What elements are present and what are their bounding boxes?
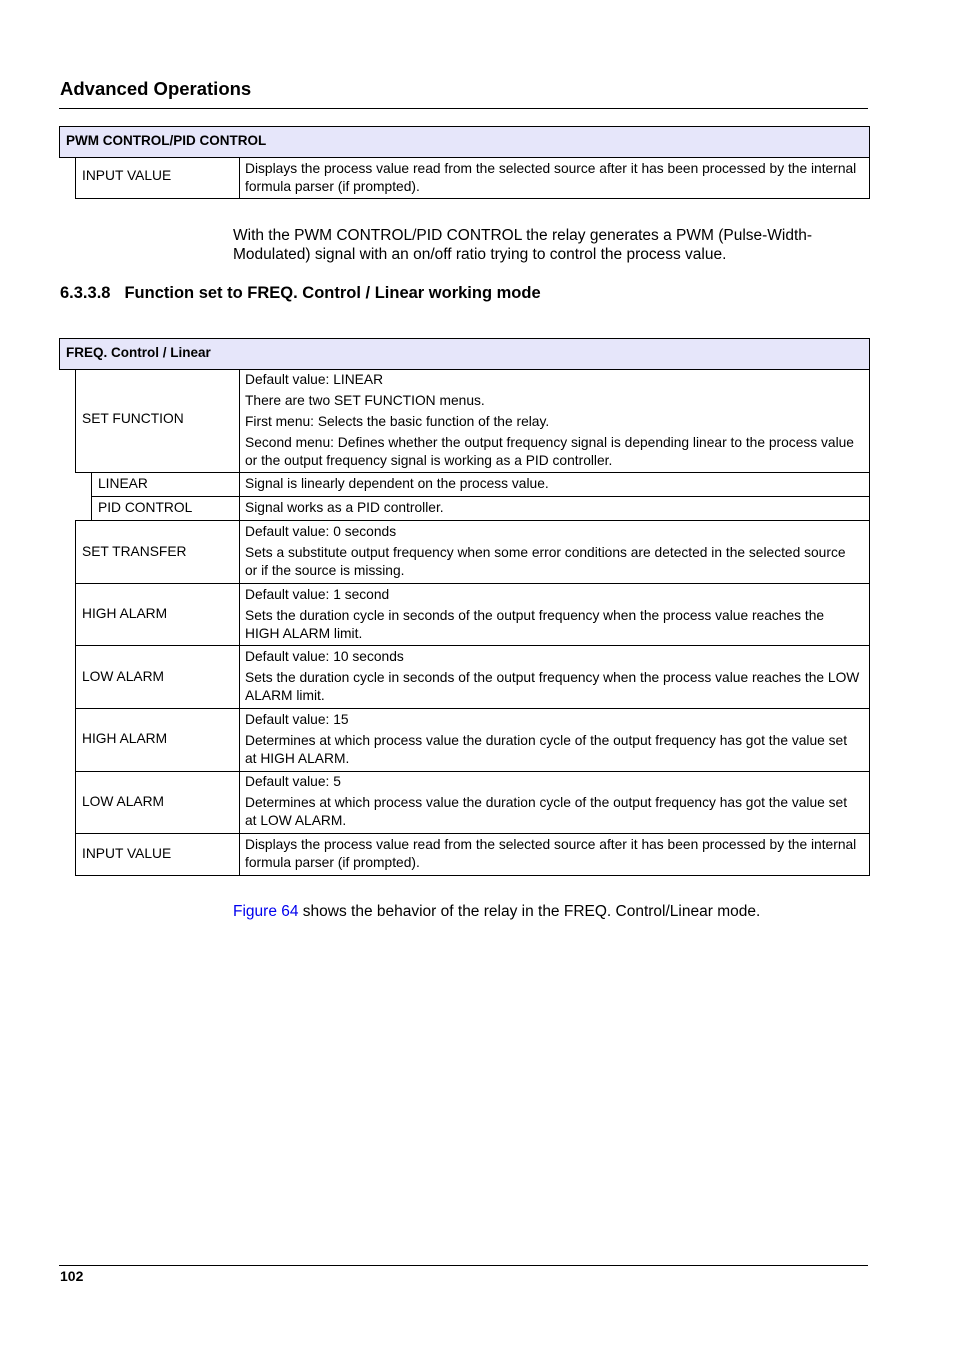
- footer-rule: [59, 1265, 868, 1266]
- description-line: Default value: 1 second: [245, 587, 390, 602]
- figure-64-link[interactable]: Figure 64: [233, 903, 299, 920]
- row-label: SET TRANSFER: [82, 544, 187, 559]
- section-heading: [60, 284, 541, 303]
- description-line: Sets the duration cycle in seconds of the output frequency when the process value reaches the LOW ALARM limit.: [245, 670, 860, 703]
- row-divider: [75, 708, 870, 709]
- row-label: LINEAR: [98, 476, 148, 491]
- row-description: [245, 648, 860, 704]
- description-line: First menu: Selects the basic function of the relay.: [245, 414, 550, 429]
- description-line: Default value: 5: [245, 774, 341, 789]
- section-number: 6.3.3.8: [60, 284, 111, 302]
- column-divider: [239, 369, 240, 876]
- row-divider: [75, 645, 870, 646]
- description-line: Determines at which process value the duration cycle of the output frequency has got the value set at LOW ALARM.: [245, 795, 848, 828]
- row-description: [245, 475, 860, 493]
- row-divider: [91, 496, 870, 497]
- section-title: Function set to FREQ. Control / Linear working mode: [124, 284, 541, 302]
- description-line: Signal works as a PID controller.: [245, 500, 444, 515]
- freq-table-title: FREQ. Control / Linear: [66, 345, 211, 360]
- table-border-left: [75, 369, 76, 473]
- table-border-left: [75, 520, 76, 876]
- description-line: Displays the process value read from the selected source after it has been processed by the internal formula parser (if prompted).: [245, 837, 857, 870]
- description-line: Determines at which process value the duration cycle of the output frequency has got the value set at HIGH ALARM.: [245, 733, 848, 766]
- description-line: Second menu: Defines whether the output frequency signal is depending linear to the process value or the output frequency signal is working as a PID controller.: [245, 435, 854, 468]
- description-line: Displays the process value read from the selected source after it has been processed by the internal formula parser (if prompted).: [245, 161, 857, 194]
- row-description: [245, 499, 860, 517]
- description-line: Default value: 15: [245, 712, 349, 727]
- page-header-title: Advanced Operations: [60, 78, 252, 99]
- description-line: Default value: 10 seconds: [245, 649, 404, 664]
- description-line: Sets a substitute output frequency when some error conditions are detected in the selected source or if the source is missing.: [245, 545, 846, 578]
- row-description: [245, 160, 860, 195]
- row-divider: [75, 833, 870, 834]
- description-line: Default value: 0 seconds: [245, 524, 397, 539]
- page-number: 102: [60, 1268, 84, 1284]
- pwm-table-title: PWM CONTROL/PID CONTROL: [66, 133, 267, 148]
- column-divider: [239, 157, 240, 199]
- row-divider: [75, 771, 870, 772]
- row-description: [245, 523, 860, 579]
- header-rule: [59, 108, 868, 109]
- row-label: PID CONTROL: [98, 500, 193, 515]
- figure-paragraph: [233, 902, 863, 921]
- table-border-bottom: [75, 875, 870, 876]
- table-border-right: [869, 369, 870, 876]
- row-divider: [75, 472, 870, 473]
- row-label: LOW ALARM: [82, 794, 165, 809]
- row-description: [245, 371, 860, 469]
- description-line: Default value: LINEAR: [245, 372, 384, 387]
- row-description: [245, 773, 860, 829]
- row-divider: [75, 583, 870, 584]
- description-line: There are two SET FUNCTION menus.: [245, 393, 485, 408]
- row-label: HIGH ALARM: [82, 606, 168, 621]
- row-description: [245, 586, 860, 642]
- pwm-paragraph: With the PWM CONTROL/PID CONTROL the relay generates a PWM (Pulse-Width-Modulated) signal with an on/off ratio trying to control the process value.: [233, 227, 813, 263]
- description-line: Sets the duration cycle in seconds of the output frequency when the process value reaches the HIGH ALARM limit.: [245, 608, 825, 641]
- row-description: [245, 836, 860, 871]
- row-description: [245, 711, 860, 767]
- row-label: HIGH ALARM: [82, 731, 168, 746]
- row-label: INPUT VALUE: [82, 168, 172, 183]
- row-label: SET FUNCTION: [82, 411, 184, 426]
- row-label: LOW ALARM: [82, 669, 165, 684]
- description-line: Signal is linearly dependent on the process value.: [245, 476, 549, 491]
- row-label: INPUT VALUE: [82, 846, 172, 861]
- row-divider: [75, 520, 870, 521]
- figure-paragraph-text: shows the behavior of the relay in the FREQ. Control/Linear mode.: [298, 903, 761, 920]
